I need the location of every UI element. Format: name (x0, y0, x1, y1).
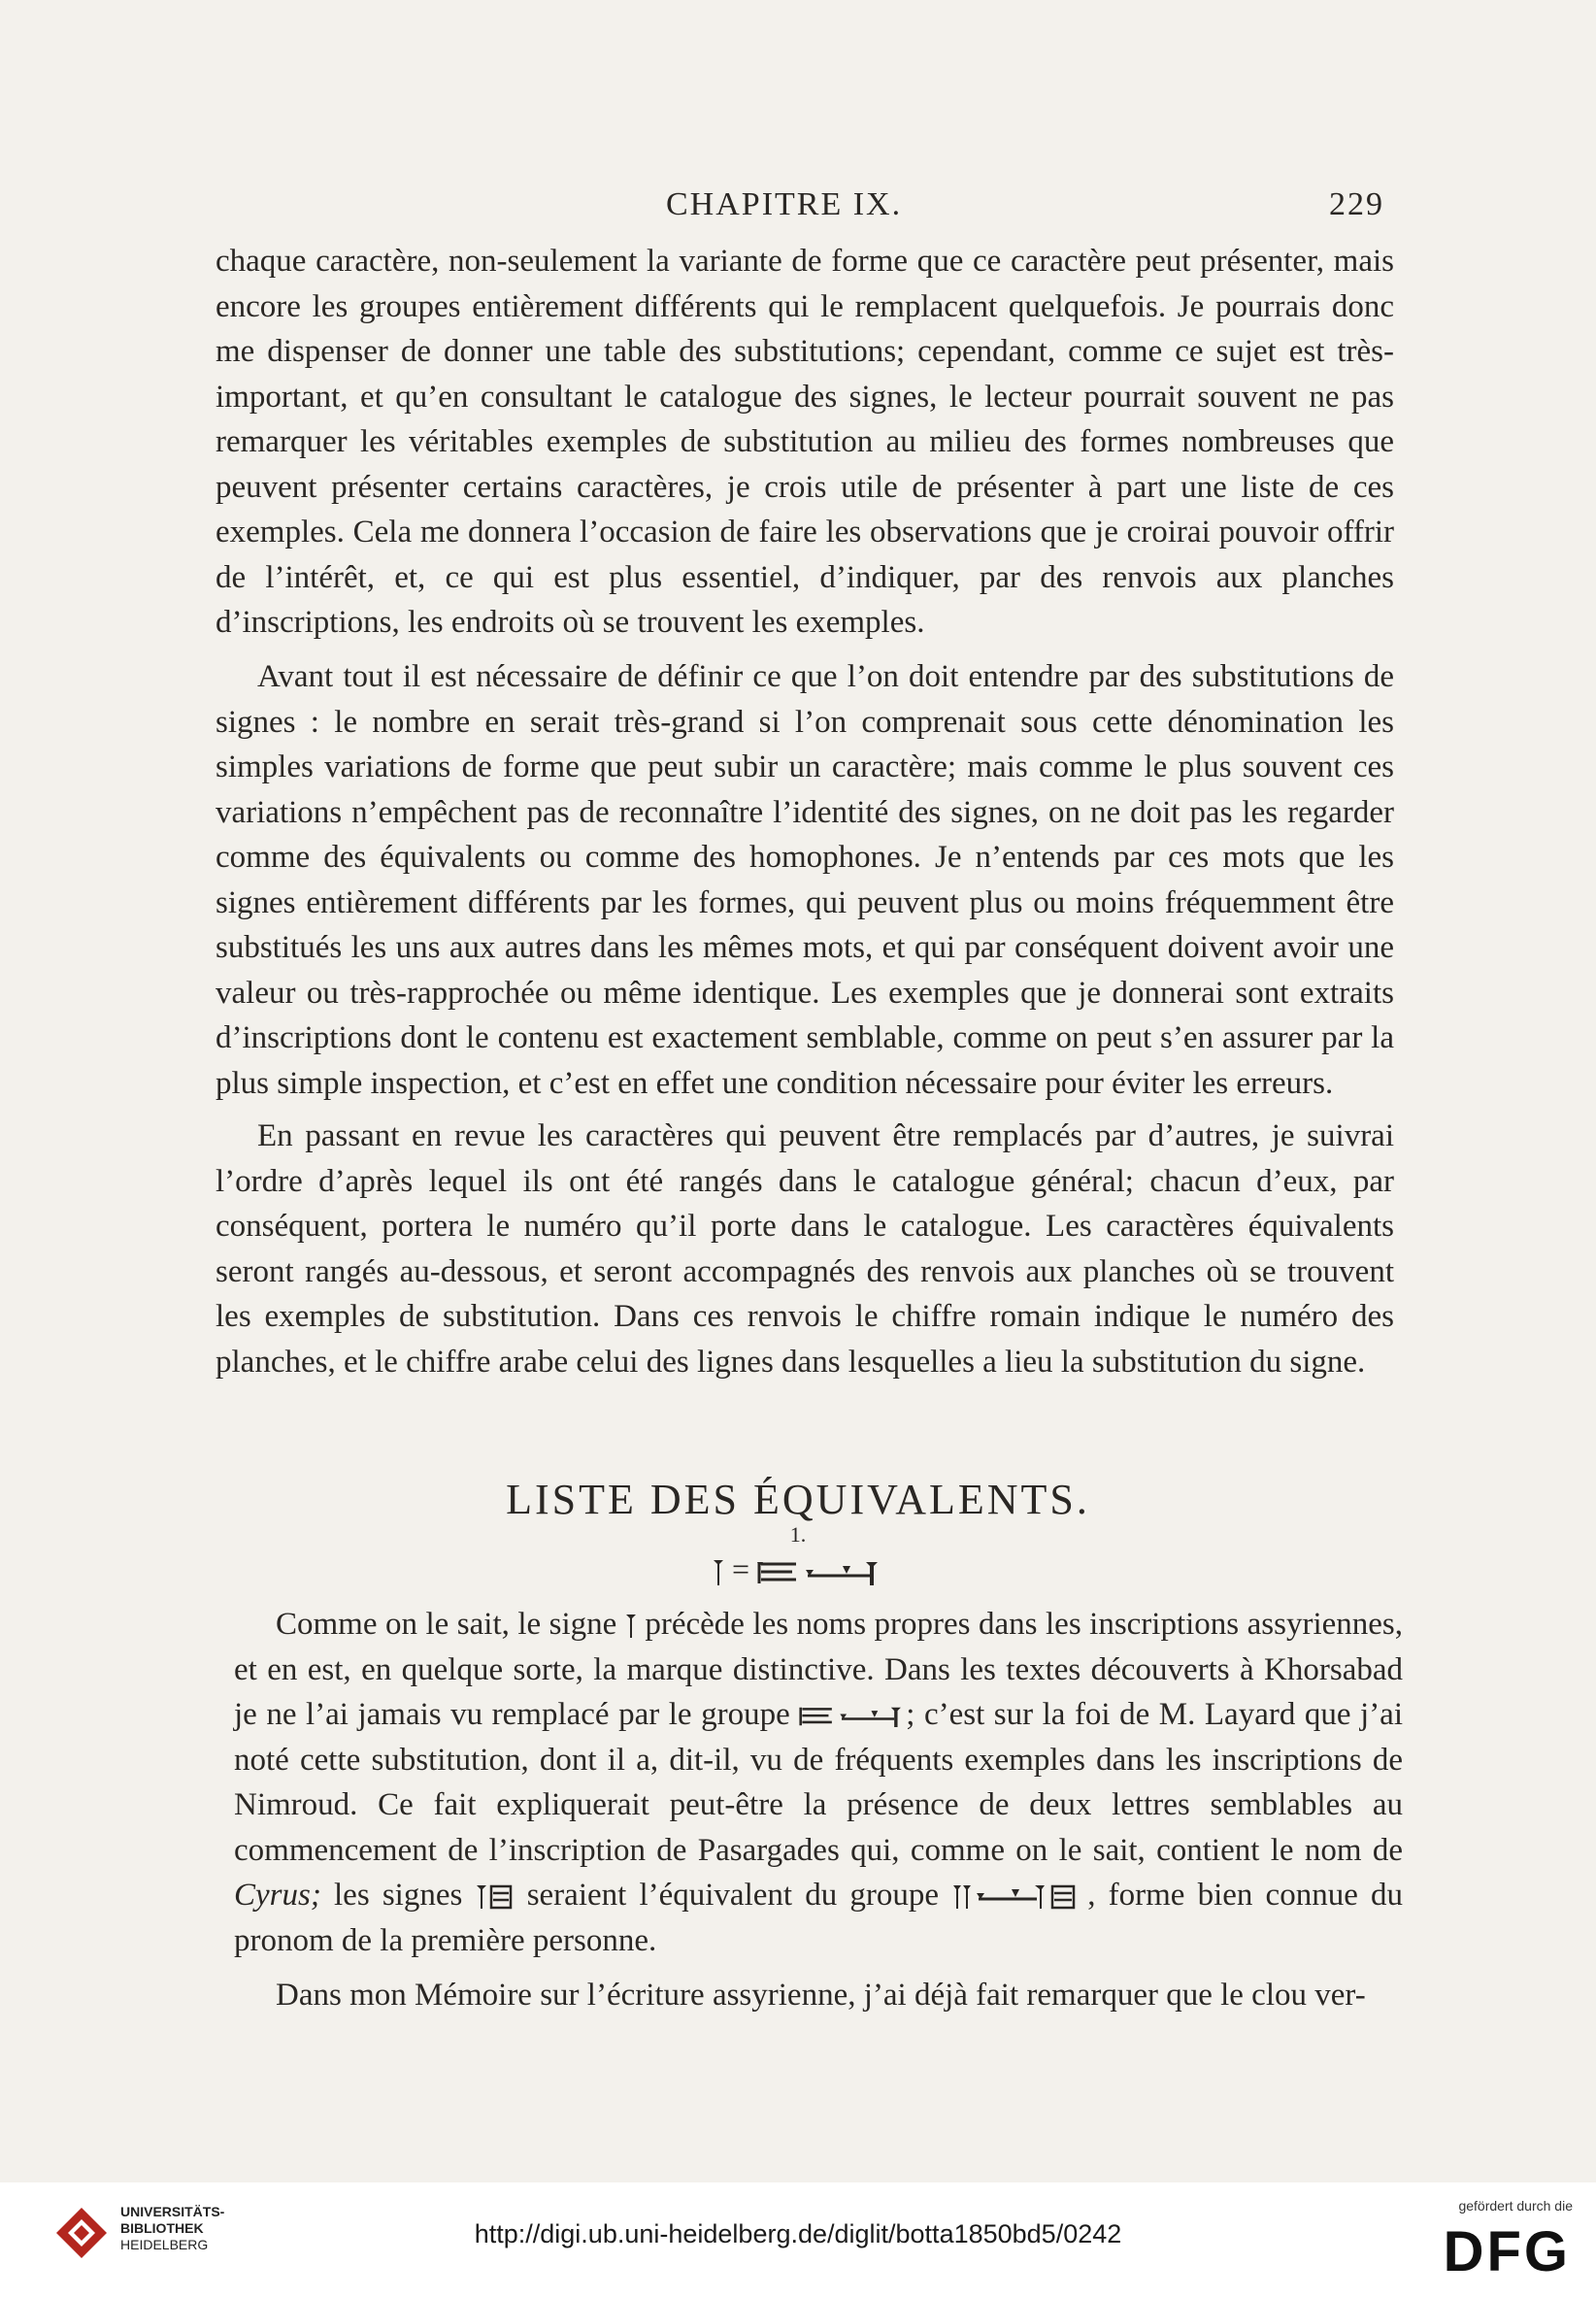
dfg-logo: DFG (1443, 2220, 1571, 2283)
text-run: , forme bien connue du pronom de la première personne. (234, 1878, 1404, 1958)
running-title: CHAPITRE IX. (666, 186, 903, 222)
library-name-line: BIBLIOTHEK (120, 2220, 204, 2236)
cuneiform-vertical-wedge-icon (713, 1558, 724, 1587)
text-run: précède les noms propres dans les inscriptions assyriennes, et en est, en quelque sorte, la marque distinctive. Dans les textes découverts à Khorsabad je ne l’ai jamais vu remplacé par le groupe (234, 1607, 1404, 1732)
paragraph: Avant tout il est nécessaire de définir ce que l’on doit entendre par des substitutions de signes : le nombre en serait très-grand si l’on comprenait sous cette dénomination les simples variations de forme que peut subir un caractère; mais comme le plus souvent ces variations n’empêchent pas de reconnaître l’identité des signes, on ne doit pas les regarder comme des équivalents ou comme des homophones. Je n’entends par ces mots que les signes entièrement différents par les formes, qui peuvent plus ou moins fréquemment être substitués les uns aux autres dans les mêmes mots, et qui par conséquent doivent avoir une valeur ou très-rapprochée ou même identique. Les exemples que je donnerai sont extraits d’inscriptions dont le contenu est exactement semblable, comme on peut s’en assurer par la plus simple inspection, et c’est en effet une condition nécessaire pour éviter les erreurs. (216, 659, 1394, 1101)
entry-equivalence (0, 1551, 1596, 1590)
entry-number: 1. (789, 1522, 807, 1547)
paragraph: chaque caractère, non-seulement la variante de forme que ce caractère peut présenter, mais encore les groupes entièrement différents qui le remplacent quelquefois. Je pourrais donc me dispenser de donner une table des substitutions; cependant, comme ce sujet est très-important, et qu’en consultant le catalogue des signes, le lecteur pourrait souvent ne pas remarquer les véritables exemples de substitution au milieu des formes nombreuses que peuvent présenter certains caractères, je crois utile de présenter à part une liste de ces exemples. Cela me donnera l’occasion de faire les observations que je croirai pouvoir offrir de l’intérêt, et, ce qui est plus essentiel, d’indiquer, par des renvois aux planches d’inscriptions, les endroits où se trouvent les exemples. (216, 244, 1394, 640)
paragraph: Dans mon Mémoire sur l’écriture assyrienne, j’ai déjà fait remarquer que le clou ver- (276, 1978, 1366, 2013)
library-name-line: HEIDELBERG (120, 2237, 209, 2252)
text-run: ; c’est sur la foi de M. Layard que j’ai noté cette substitution, dont il a, dit-il, vu de fréquents exemples dans les inscriptions de Nimroud. Ce fait expliquerait peut-être la présence de deux lettres semblables au commencement de l’inscription de Pasargades qui, comme on le sait, contient le nom de (234, 1697, 1403, 1868)
equals-sign: = (731, 1551, 750, 1586)
page-header (216, 181, 1384, 229)
cuneiform-group-long-icon (951, 1883, 1087, 1911)
italic-name: Cyrus; (234, 1878, 321, 1913)
text-run: Comme on le sait, le signe (276, 1607, 617, 1642)
text-run: seraient l’équivalent du groupe (526, 1878, 940, 1913)
section-title: LISTE DES ÉQUIVALENTS. (506, 1475, 1090, 1523)
page-number: 229 (1329, 186, 1384, 222)
permalink-url[interactable]: http://digi.ub.uni-heidelberg.de/diglit/botta1850bd5/0242 (474, 2219, 1122, 2248)
text-run: les signes (334, 1878, 463, 1913)
cuneiform-group-icon (757, 1558, 883, 1587)
paragraph (234, 1602, 1403, 1963)
paragraph: En passant en revue les caractères qui peuvent être remplacés par d’autres, je suivrai l’ordre d’après lequel ils ont été rangés dans le catalogue général; chacun d’eux, par conséquent, portera le numéro qu’il porte dans le catalogue. Les caractères équivalents seront rangés au-dessous, et seront accompagnés des renvois aux planches où se trouvent les exemples de substitution. Dans ces renvois le chiffre romain indique le numéro des planches, et le chiffre arabe celui des lignes dans lesquelles a lieu la substitution du signe. (216, 1118, 1394, 1380)
funding-note: gefördert durch die (1458, 2198, 1573, 2214)
library-name-line: UNIVERSITÄTS- (120, 2204, 225, 2219)
cuneiform-vertical-wedge-icon (625, 1613, 637, 1640)
cuneiform-group-icon (799, 1703, 906, 1730)
cuneiform-pair-icon (476, 1883, 515, 1911)
digitization-footer (0, 2182, 1596, 2297)
